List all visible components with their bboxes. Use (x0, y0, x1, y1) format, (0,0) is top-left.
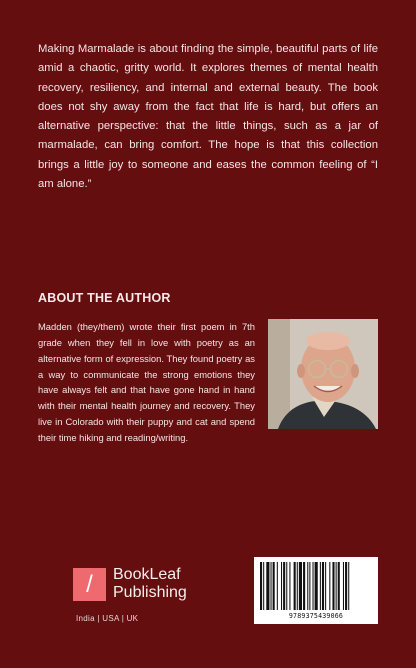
publisher-name (113, 566, 187, 602)
book-blurb: Making Marmalade is about finding the simple, beautiful parts of life amid a chaotic, gritty world. It explores themes of mental health recovery, resiliency, and internal and external beauty. The book does not shy away from the fact that life is hard, but offers an alternative perspective: that the little things, such as a jar of marmalade, can bring comfort. The hope is that this collection brings a little joy to someone and eases the common feeling of “I am alone.” (38, 43, 378, 191)
author-portrait-illustration (268, 319, 378, 429)
publisher-name-line1: BookLeaf (113, 566, 181, 583)
publisher-logo (73, 566, 187, 626)
isbn-barcode (254, 557, 378, 624)
bookleaf-logo-icon: / (73, 568, 106, 601)
publisher-name-line2: Publishing (113, 584, 187, 601)
publisher-regions: India | USA | UK (76, 614, 139, 623)
isbn-number: 9789375439066 (288, 612, 344, 620)
author-bio: Madden (they/them) wrote their first poem in 7th grade when they fell in love with poetry as an alternative form of expression. They found poetry as a way to communicate the strong emotions they have always felt and that have gone hand in hand with their mental health journey and recovery. They live in Colorado with their puppy and cat and spend their time hiking and reading/writing. (38, 321, 255, 443)
about-author-heading: ABOUT THE AUTHOR (38, 291, 171, 305)
author-photo (268, 319, 378, 429)
